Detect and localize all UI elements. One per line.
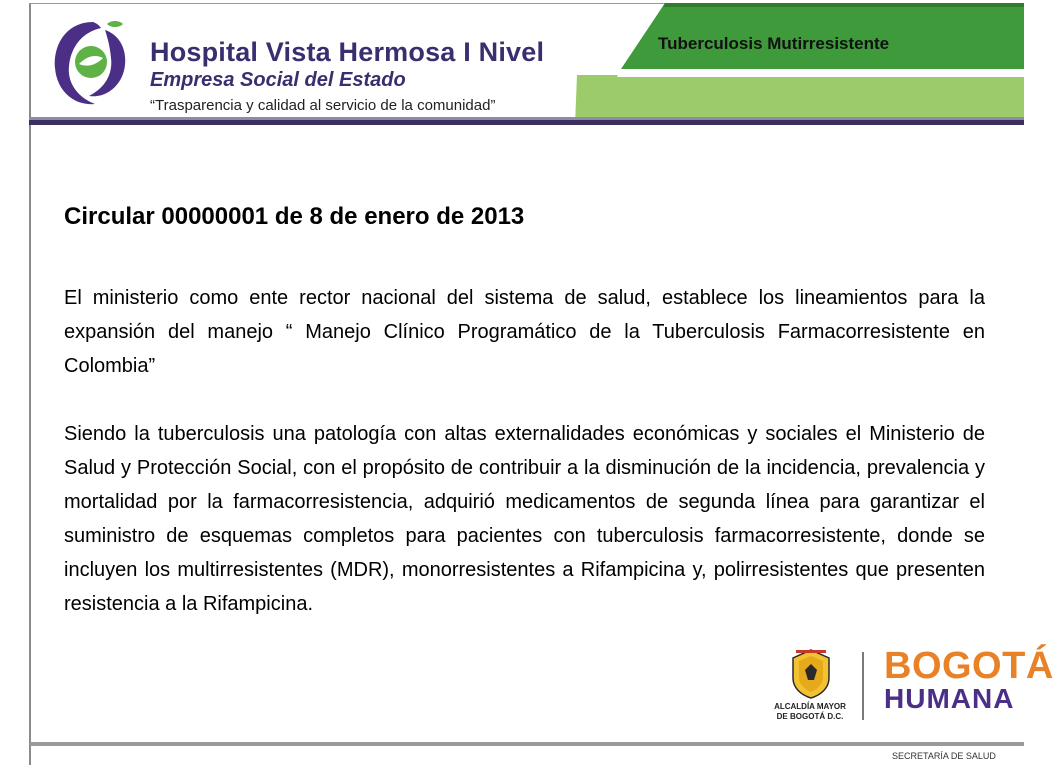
humana-logo: HUMANA [884,683,1015,714]
slide-topic: Tuberculosis Mutirresistente [658,34,890,53]
bogota-logo: BOGOTÁ [884,645,1054,687]
paragraph-1: El ministerio como ente rector nacional del sistema de salud, establece los lineamientos para la expansión del manejo “ Manejo Clínico Programático de la Tuberculosis Farmacorresistente en Colombia” [64,287,985,377]
bogota-coat-of-arms-icon [788,648,834,700]
logo-divider [862,652,864,720]
hospital-name: Hospital Vista Hermosa I Nivel [150,37,545,67]
alcaldia-line-1: ALCALDÍA MAYOR [774,702,846,711]
hospital-motto: “Trasparencia y calidad al servicio de la comunidad” [150,97,496,114]
footer-rule [30,742,1024,746]
page-title: Circular 00000001 de 8 de enero de 2013 [64,203,525,230]
hospital-logo [49,16,131,111]
alcaldia-line-2: DE BOGOTÁ D.C. [776,712,844,721]
slide-header [29,3,1024,125]
alcaldia-label [752,702,868,722]
secretaria-label: SECRETARÍA DE SALUD [892,751,996,761]
slide-content [64,197,985,655]
hospital-subtitle: Empresa Social del Estado [150,69,406,91]
paragraph-2: Siendo la tuberculosis una patología con altas externalidades económicas y sociales el Ministerio de Salud y Protección Social, con el propósito de contribuir a la disminución de la incidencia, prevalencia y mortalidad por la farmacorresistencia, adquirió medicamentos de segunda línea para garantizar el suministro de esquemas completos para pacientes con tuberculosis farmacorresistente, donde se incluyen los multirresistentes (MDR), monorresistentes a Rifampicina y, polirresistentes que presenten resistencia a la Rifampicina. [64,423,985,615]
